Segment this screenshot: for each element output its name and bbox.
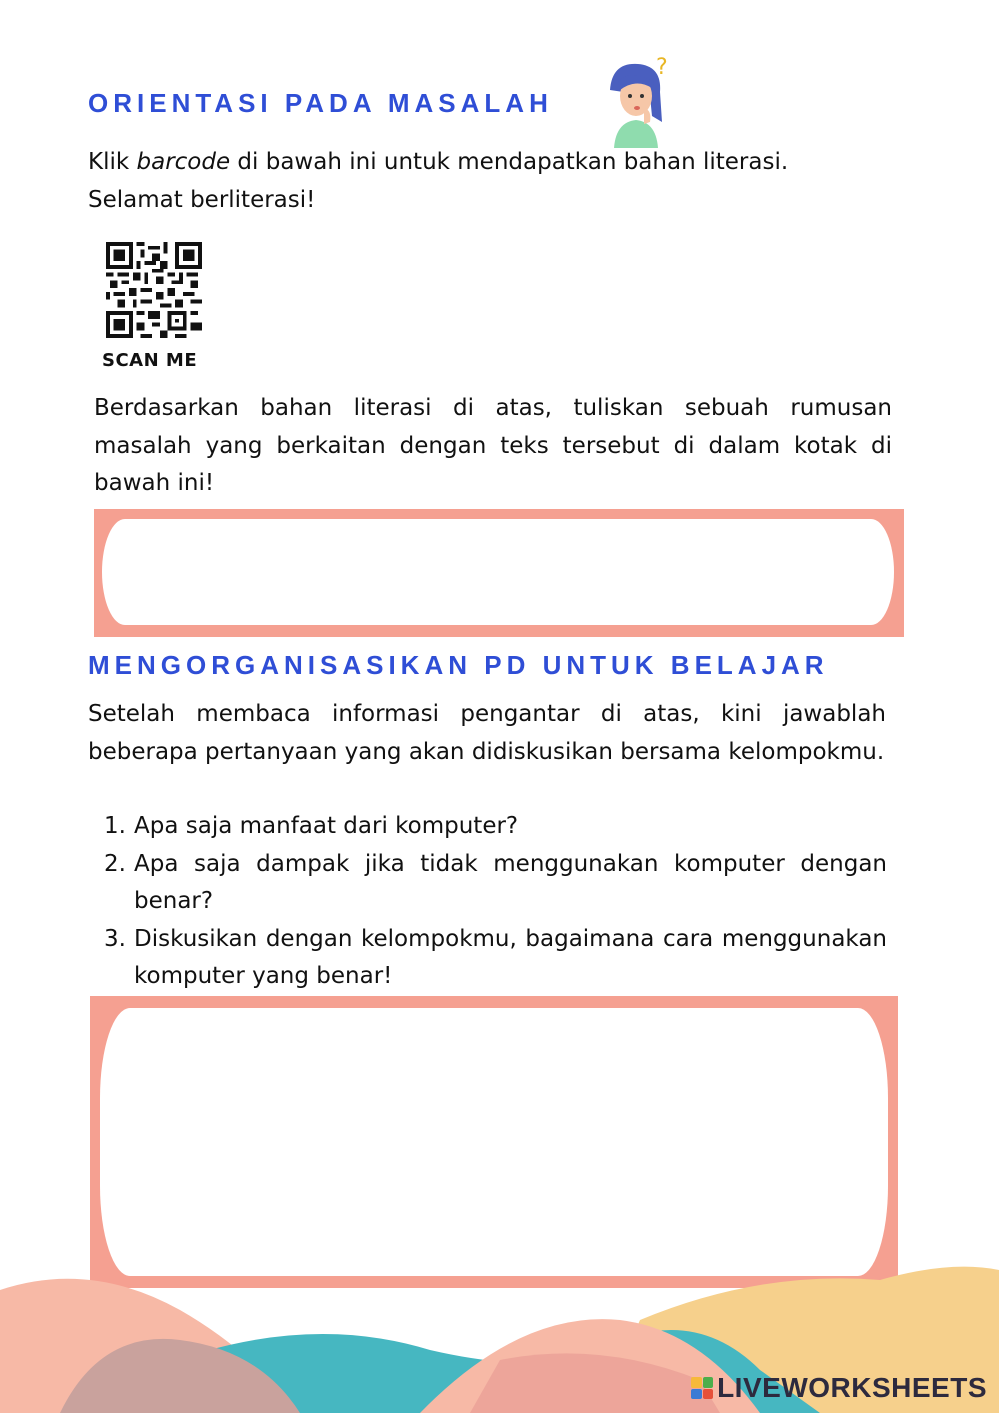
thinking-girl-icon [600, 52, 682, 150]
question-number: 3. [104, 925, 126, 952]
answer-box-rumusan-masalah[interactable] [94, 509, 904, 637]
qr-code[interactable] [106, 242, 202, 338]
question-text: Apa saja manfaat dari komputer? [134, 813, 519, 839]
question-number: 1. [104, 813, 126, 839]
question-text: Diskusikan dengan kelompokmu, bagaimana cara menggunakan komputer yang benar! [134, 925, 887, 989]
question-item [104, 921, 887, 996]
svg-text:?: ? [656, 55, 668, 80]
intro-text-post: di bawah ini untuk mendapatkan bahan literasi. [230, 149, 789, 175]
brand-text: LIVEWORKSHEETS [717, 1372, 987, 1403]
intro-text-pre: Klik [88, 149, 137, 175]
liveworksheets-logo-icon [691, 1377, 713, 1399]
answer-box-inner[interactable] [102, 519, 894, 625]
qr-scan-label: SCAN ME [102, 350, 198, 371]
liveworksheets-brand[interactable] [691, 1372, 987, 1404]
answer-box-diskusi[interactable] [90, 996, 898, 1288]
section-heading-mengorganisasikan: MENGORGANISASIKAN PD UNTUK BELAJAR [88, 650, 829, 680]
question-list [104, 808, 887, 996]
question-item [104, 846, 887, 921]
section-heading-orientasi: ORIENTASI PADA MASALAH [88, 88, 553, 118]
intro-text-line2: Selamat berliterasi! [88, 186, 316, 213]
question-text: Apa saja dampak jika tidak menggunakan komputer dengan benar? [134, 850, 887, 914]
section1-intro [88, 144, 908, 219]
answer-box-inner[interactable] [100, 1008, 888, 1276]
question-number: 2. [104, 850, 126, 877]
section2-intro: Setelah membaca informasi pengantar di atas, kini jawablah beberapa pertanyaan yang akan didiskusikan bersama kelompokmu. [88, 701, 886, 765]
section1-instruction: Berdasarkan bahan literasi di atas, tuliskan sebuah rumusan masalah yang berkaitan dengan teks tersebut di dalam kotak di bawah ini! [94, 395, 892, 496]
barcode-word: barcode [136, 149, 231, 175]
question-item [104, 808, 887, 846]
